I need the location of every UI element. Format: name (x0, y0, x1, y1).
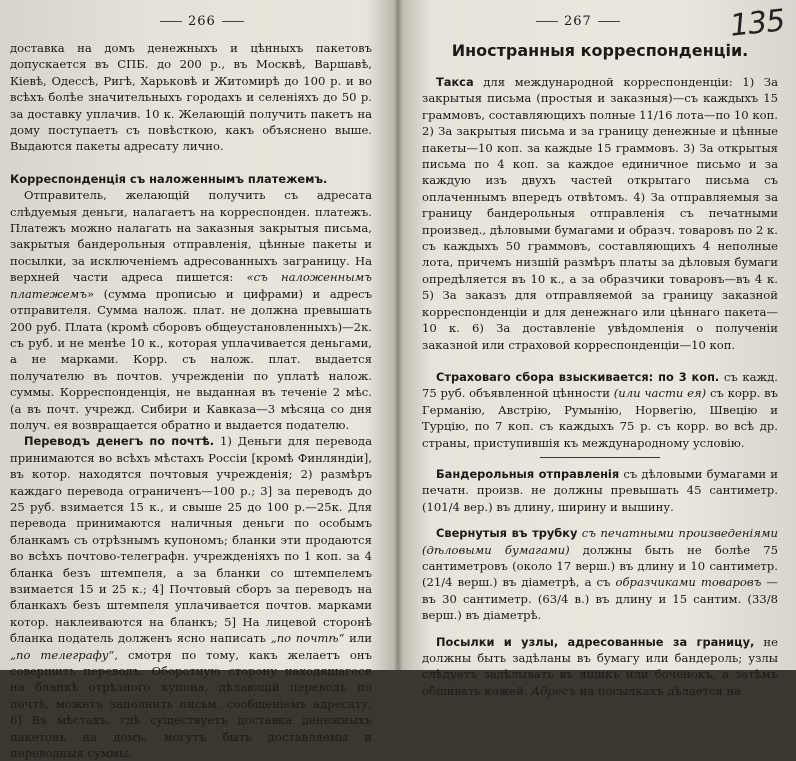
handwritten-folio-number: 135 (728, 3, 786, 44)
left-page-number: 266 (154, 14, 250, 29)
right-page-body (422, 40, 778, 699)
heading-printed-matter: Бандерольныя отправленія (436, 466, 620, 481)
heading-money-transfer: Переводъ денегъ по почтѣ. (24, 434, 215, 449)
paragraph-rolled: Свернутыя въ трубку съ печатными произведеніями (дѣловыми бумагами) должны быть не болѣе 75 сантиметровъ (около 17 верш.) въ длину и 10 сантиметр. (21/4 верш.) въ діаметрѣ, а съ образчиками товаровъ —въ 30 сантиметр. (63/4 в.) въ длину и 15 сантим. (33/8 верш.) въ діаметрѣ. (422, 526, 779, 623)
left-page (0, 0, 392, 761)
divider-line (540, 457, 660, 458)
heading-rolled: Свернутыя въ трубку (436, 526, 578, 541)
heading-cod: Корреспонденція съ наложеннымъ платежемъ. (10, 171, 328, 186)
quote-by-post: „по почтѣ“ (270, 631, 345, 646)
paragraph-printed-matter: Бандерольныя отправленія съ дѣловыми бумагами и печатн. произв. не должны превышать 45 сантиметр. (101/4 вер.) въ длину, ширину и вышину. (422, 466, 778, 514)
paragraph-parcels: Посылки и узлы, адресованные за границу, не должны быть задѣланы въ бумагу или бандероль; узлы слѣдуетъ задѣлывать въ ящикъ или боченокъ, а затѣмъ обшивать кожей. Адресъ на посылкахъ дѣлается на (422, 634, 778, 698)
cod-quote: «съ наложеннымъ платежемъ» (10, 270, 373, 301)
heading-insurance: Страховаго сбора взыскивается: по 3 коп. (436, 369, 720, 384)
section-title: Иностранныя корреспонденціи. (451, 41, 749, 60)
left-paragraph-transfer: Переводъ денегъ по почтѣ. 1) Деньги для перевода принимаются во всѣхъ мѣстахъ Россіи [кромѣ Финляндіи], въ котор. находятся почтовыя учрежденія; 2) размѣръ каждаго перевода ограниченъ—100 р.; 3] за переводъ до 25 руб. взимается 15 к., и свыше 25 до 100 р.—25к. Для перевода принимаются наличныя деньги по особымъ бланкамъ съ отрѣзнымъ купономъ; бланки эти продаются во всѣхъ почтово-телеграфн. учрежденіяхъ по 1 коп. за 4 бланка безъ штемпеля, а за бланки со штемпелемъ взимается 15 и 25 к.; 4] Почтовый сборъ за переводъ на бланкахъ безъ штемпеля уплачивается почтов. марками котор. наклеиваются на бланкъ; 5] На лицевой сторонѣ бланка податель долженъ ясно написать „по почтѣ“ или „по телеграфу“, смотря по тому, какъ желаетъ онъ совершить переводъ. Оборотную сторону находящагося на бланкѣ отрѣзного купона, дѣлающій переводъ по почтѣ, можетъ заполнить письм. сообщеніемъ адресату; 6] Въ мѣстахъ, гдѣ существуетъ доставка денежныхъ пакетовъ на домъ, могутъ быть доставляемы и переводныя суммы. (10, 434, 372, 761)
left-paragraph-cod: Отправитель, желающій получить съ адресата слѣдуемыя деньги, налагаетъ на корреспонден. платежъ. Платежъ можно налагать на заказныя закрытыя письма, закрытыя бандерольныя отправленія, цѣнные пакеты и посылки, за исключеніемъ адресованныхъ заграницу. На верхней части адреса пишется: «съ наложеннымъ платежемъ» (сумма прописью и цифрами) и адресъ отправителя. Сумма налож. плат. не должна превышать 200 руб. Плата (кромѣ сборовъ общеустановленныхъ)—2к. съ руб. и не менѣе 10 к., которая уплачивается деньгами, а не марками. Корр. съ налож. плат. выдается получателю въ почтов. учрежденіи по уплатѣ налож. суммы. Корреспонденція, не выданная въ теченіе 2 мѣс. (а въ почт. учрежд. Сибири и Кавказа—3 мѣсяца со дня получ. ея возвращается обратно и выдается подателю. (10, 188, 373, 432)
paragraph-insurance: Страховаго сбора взыскивается: по 3 коп. съ кажд. 75 руб. объявленной цѣнности (или части ея) съ корр. въ Германію, Австрію, Румынію, Норвегію, Швецію и Турцію, по 7 коп. съ каждыхъ 75 р. съ корр. во всѣ др. страны, приступившія къ международному условію. (422, 369, 778, 450)
quote-by-telegraph: „по телеграфу“ (10, 647, 115, 662)
heading-tariff: Такса (436, 75, 474, 89)
left-paragraph-delivery: доставка на домъ денежныхъ и цѣнныхъ пакетовъ допускается въ СПБ. до 200 р., въ Москвѣ, Варшавѣ, Кіевѣ, Одессѣ, Ригѣ, Харьковѣ и Житомирѣ до 100 р. и во всѣхъ болѣе значительныхъ городахъ и селеніяхъ до 50 р. за доставку уплачив. 10 к. Желающій получить пакетъ на дому поступаетъ съ повѣсткою, какъ объяснено выше. Выдаются пакеты адресату лично. (10, 41, 372, 154)
right-page (400, 0, 796, 698)
paragraph-tariff: Такса для международной корреспонденціи: 1) За закрытыя письма (простыя и заказныя)—съ каждыхъ 15 граммовъ, составляющихъ полные 11/16 лота—по 10 коп. 2) За закрытыя письма и за границу денежные и цѣнные пакеты—10 коп. за каждые 15 граммовъ. 3) За открытыя письма по 4 коп. за каждое единичное письмо и за каждую изъ двухъ частей открытаго письма съ оплаченнымъ впередъ отвѣтомъ. 4) За отправляемыя за границу бандерольныя отправленія съ печатными произвед., дѣловыми бумагами и образч. товаровъ по 2 к. съ каждыхъ 50 граммовъ, составляющихъ 4 неполные лота, причемъ низшій размѣръ платы за дѣловыя бумаги опредѣляется въ 10 к., а за образчики товаровъ—въ 4 к. 5) За заказъ для отправляемой за границу заказной корреспонденціи и для денежнаго или цѣннаго пакета—10 к. 6) За доставленіе увѣдомленія о полученіи заказной или страховой корреспонденціи—10 коп. (422, 75, 778, 352)
heading-parcels: Посылки и узлы, адресованные за границу, (436, 634, 755, 649)
left-page-body (10, 40, 372, 761)
right-page-number: 267 (530, 14, 626, 29)
